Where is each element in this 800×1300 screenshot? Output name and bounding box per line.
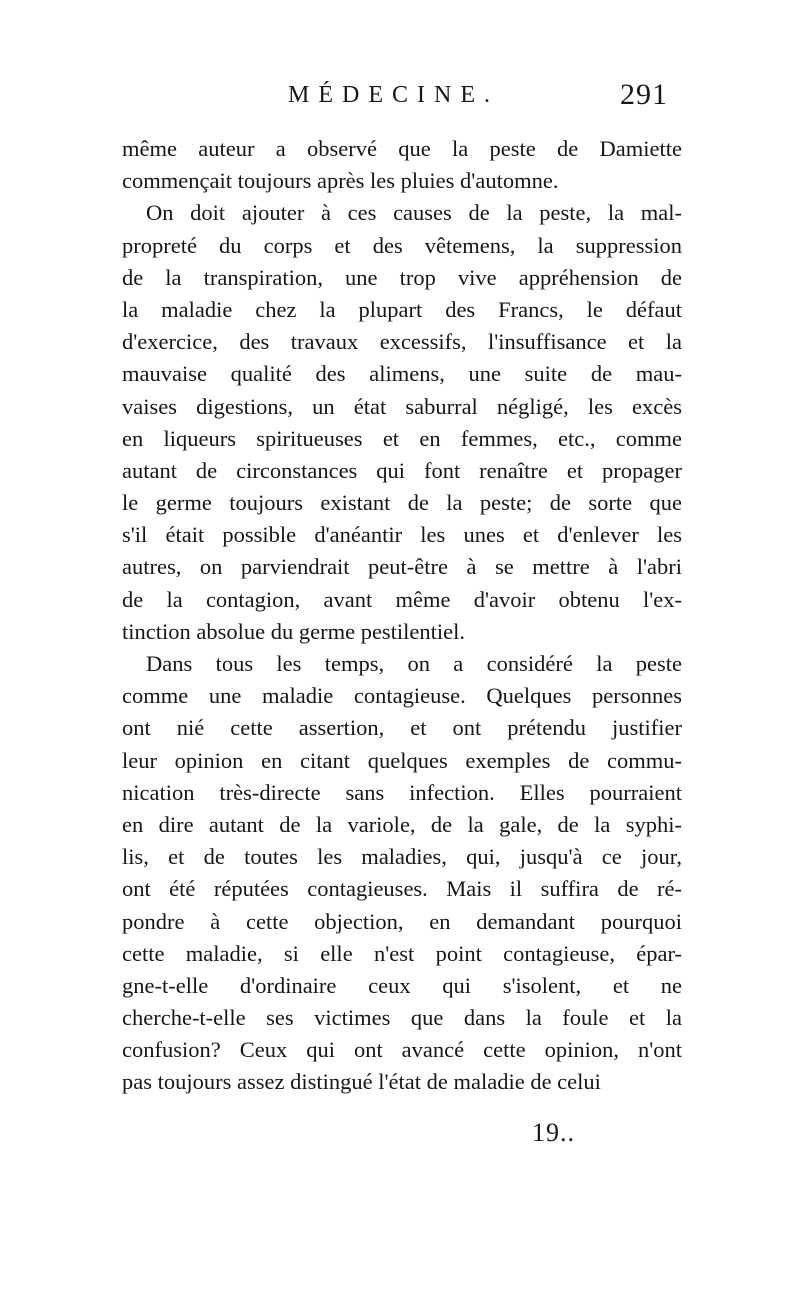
text-line: ont nié cette assertion, et ont prétendu justifier — [122, 715, 682, 741]
text-line: nication très-directe sans infection. Elles pourraient — [122, 779, 682, 805]
page-header — [0, 78, 800, 118]
text-line: d'exercice, des travaux excessifs, l'insuffisance et la — [122, 329, 682, 355]
text-line: mauvaise qualité des alimens, une suite de mau- — [122, 361, 682, 387]
body-text — [122, 133, 682, 1099]
text-line: On doit ajouter à ces causes de la peste, la mal- — [146, 200, 682, 226]
text-line: tinction absolue du germe pestilentiel. — [122, 618, 466, 644]
text-line: gne-t-elle d'ordinaire ceux qui s'isolent, et ne — [122, 972, 682, 998]
text-line: de la contagion, avant même d'avoir obtenu l'ex- — [122, 586, 682, 612]
text-line: autant de circonstances qui font renaître et propager — [122, 457, 682, 483]
text-line: pas toujours assez distingué l'état de maladie de celui — [122, 1069, 601, 1095]
text-line: confusion? Ceux qui ont avancé cette opinion, n'ont — [122, 1037, 682, 1063]
text-line: cette maladie, si elle n'est point contagieuse, épar- — [122, 940, 682, 966]
text-line: la maladie chez la plupart des Francs, le défaut — [122, 296, 682, 322]
text-line: ont été réputées contagieuses. Mais il suffira de ré- — [122, 876, 682, 902]
signature-mark: 19.. — [532, 1118, 575, 1147]
text-line: commençait toujours après les pluies d'automne. — [122, 168, 559, 194]
text-line: s'il était possible d'anéantir les unes et d'enlever les — [122, 522, 682, 548]
text-line: vaises digestions, un état saburral négligé, les excès — [122, 393, 682, 419]
text-line: en liqueurs spiritueuses et en femmes, etc., comme — [122, 425, 682, 451]
text-line: comme une maladie contagieuse. Quelques personnes — [122, 683, 682, 709]
text-line: pondre à cette objection, en demandant pourquoi — [122, 908, 682, 934]
text-line: autres, on parviendrait peut-être à se mettre à l'abri — [122, 554, 682, 580]
running-title: MÉDECINE. — [288, 82, 499, 108]
text-line: de la transpiration, une trop vive appréhension de — [122, 264, 682, 290]
page-number: 291 — [620, 78, 668, 111]
text-line: en dire autant de la variole, de la gale, de la syphi- — [122, 811, 682, 837]
text-line: leur opinion en citant quelques exemples de commu- — [122, 747, 682, 773]
text-line: même auteur a observé que la peste de Damiette — [122, 136, 682, 161]
text-line: propreté du corps et des vêtemens, la suppression — [122, 232, 682, 258]
text-line: lis, et de toutes les maladies, qui, jusqu'à ce jour, — [122, 844, 682, 870]
text-line: le germe toujours existant de la peste; de sorte que — [122, 490, 682, 516]
text-line: Dans tous les temps, on a considéré la peste — [146, 651, 682, 676]
text-line: cherche-t-elle ses victimes que dans la foule et la — [122, 1005, 682, 1031]
